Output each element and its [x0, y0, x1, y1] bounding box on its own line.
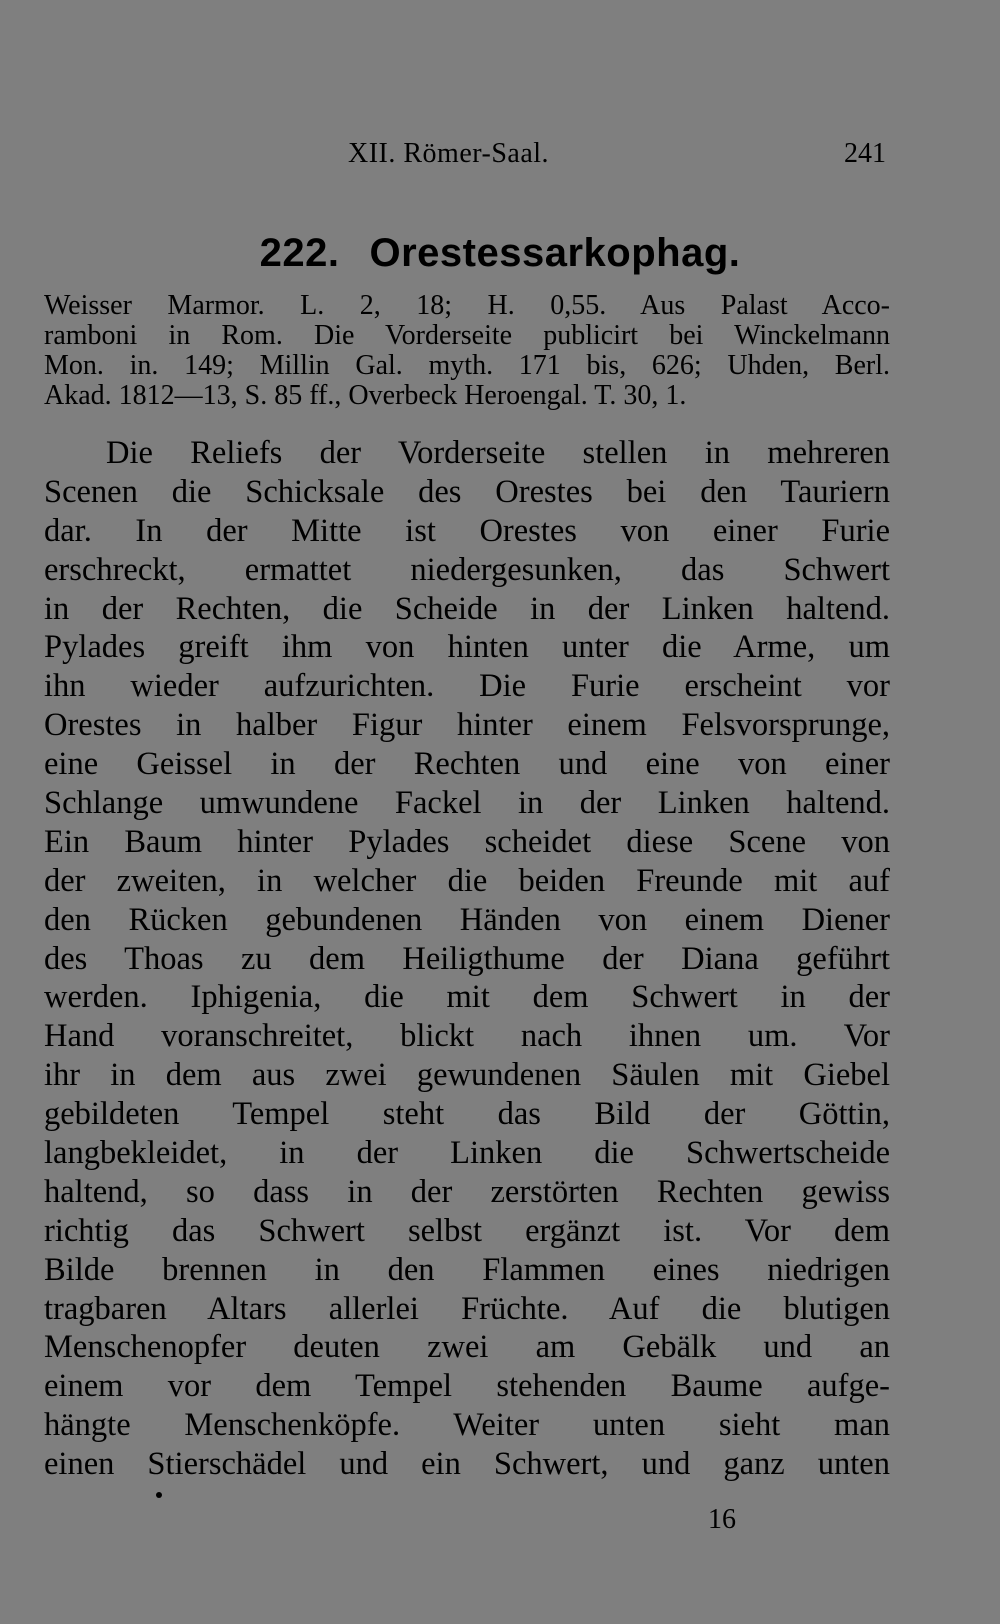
body-line: Bilde brennen in den Flammen eines niedrigen: [44, 1251, 890, 1288]
meta-line: Mon. in. 149; Millin Gal. myth. 171 bis, 626; Uhden, Berl.: [44, 350, 890, 381]
meta-line: ramboni in Rom. Die Vorderseite publicirt bei Winckelmann: [44, 320, 890, 351]
body-line: richtig das Schwert selbst ergänzt ist. Vor dem: [44, 1212, 890, 1249]
body-line: einen Stierschädel und ein Schwert, und ganz unten: [44, 1446, 890, 1483]
body-line: ihn wieder aufzurichten. Die Furie erscheint vor: [44, 668, 890, 705]
print-speck: [156, 1492, 162, 1498]
bibliographic-note: [44, 291, 890, 411]
body-line: tragbaren Altars allerlei Früchte. Auf die blutigen: [44, 1290, 890, 1327]
body-line: des Thoas zu dem Heiligthume der Diana geführt: [44, 940, 890, 977]
body-line: der zweiten, in welcher die beiden Freunde mit auf: [44, 862, 890, 899]
entry-name: Orestessarkophag.: [369, 231, 741, 275]
running-head: [340, 134, 890, 174]
body-line: gebildeten Tempel steht das Bild der Göttin,: [44, 1096, 890, 1133]
signature-mark: 16: [708, 1504, 736, 1535]
page-number: 241: [844, 138, 886, 169]
body-line: Die Reliefs der Vorderseite stellen in mehreren: [106, 435, 890, 471]
body-line: Orestes in halber Figur hinter einem Felsvorsprunge,: [44, 707, 890, 744]
body-line: Pylades greift ihm von hinten unter die Arme, um: [44, 629, 890, 666]
body-line: erschreckt, ermattet niedergesunken, das Schwert: [44, 551, 890, 588]
meta-line: Weisser Marmor. L. 2, 18; H. 0,55. Aus Palast Acco-: [44, 290, 890, 321]
body-line: ihr in dem aus zwei gewundenen Säulen mit Giebel: [44, 1057, 890, 1094]
body-line: Hand voranschreitet, blickt nach ihnen um. Vor: [44, 1018, 890, 1055]
body-line: eine Geissel in der Rechten und eine von einer: [44, 746, 890, 783]
entry-title: [0, 228, 1000, 278]
body-line: werden. Iphigenia, die mit dem Schwert in der: [44, 979, 890, 1016]
description-paragraph: [44, 434, 890, 1484]
meta-line: Akad. 1812—13, S. 85 ff., Overbeck Heroengal. T. 30, 1.: [44, 380, 687, 411]
body-line: einem vor dem Tempel stehenden Baume aufge-: [44, 1368, 890, 1405]
body-line: dar. In der Mitte ist Orestes von einer Furie: [44, 512, 890, 549]
body-line: Menschenopfer deuten zwei am Gebälk und an: [44, 1329, 890, 1366]
body-line: Schlange umwundene Fackel in der Linken haltend.: [44, 785, 890, 822]
body-line: Ein Baum hinter Pylades scheidet diese Scene von: [44, 823, 890, 860]
body-line: haltend, so dass in der zerstörten Rechten gewiss: [44, 1173, 890, 1210]
body-line: den Rücken gebundenen Händen von einem Diener: [44, 901, 890, 938]
chapter-heading: XII. Römer-Saal.: [348, 138, 550, 169]
body-line: hängte Menschenköpfe. Weiter unten sieht man: [44, 1407, 890, 1444]
body-line: in der Rechten, die Scheide in der Linken haltend.: [44, 590, 890, 627]
entry-number: 222.: [259, 231, 340, 275]
body-line: langbekleidet, in der Linken die Schwertscheide: [44, 1135, 890, 1172]
body-line: Scenen die Schicksale des Orestes bei den Tauriern: [44, 473, 890, 510]
